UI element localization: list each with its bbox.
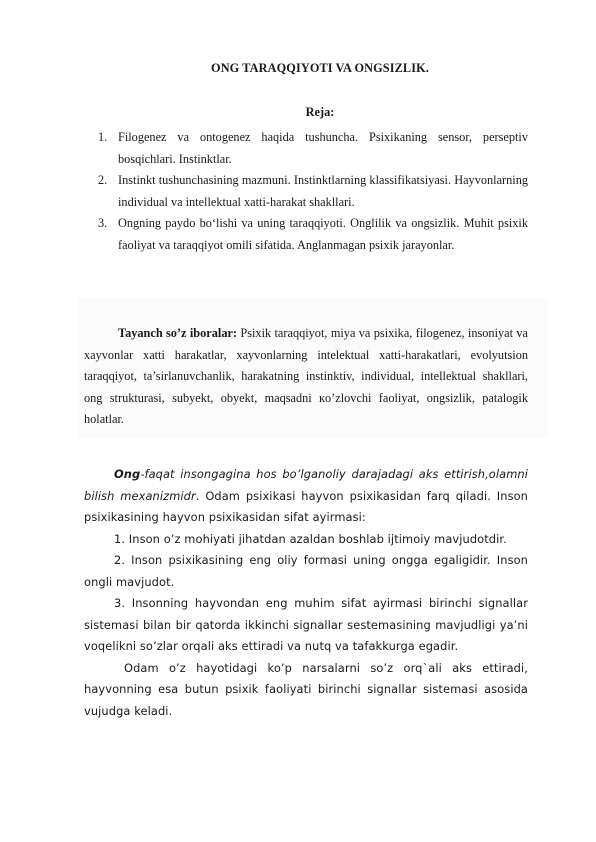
plan-item-number: 3. — [98, 216, 108, 230]
plan-heading: Reja: — [305, 105, 335, 119]
definition-rest: . Odam psixikasi hayvon psixikasidan farq qiladi. Inson psixikasining hayvon psixikasidan sifat ayirmasi: — [84, 488, 528, 524]
plan-item-text: Instinkt tushunchasining mazmuni. Instinktlarning klassifikatsiyasi. Hayvonlarning individual va intellektual xatti-harakat shakllari. — [118, 173, 528, 209]
definition-paragraph — [84, 464, 528, 529]
plan-item — [98, 127, 528, 170]
closing-paragraph: Odam o’z hayotidagi ko’p narsalarni so’z orq`ali aks ettiradi, hayvonning esa butun psixik faoliyati birinchi signallar sistemasi asosida vujudga keladi. — [84, 660, 528, 718]
key-terms-text: Psixik taraqqiyot, miya va psixika, filogenez, insoniyat va xayvonlar xatti harakatlar, xayvonlarning intelektual xatti-harakatlari, evolyutsion taraqqiyot, ta’sirlanuvchanlik, harakatning instinktiv, individual, intellektual shakllari, ong strukturasi, subyekt, obyekt, maqsadni кo’zlovchi faoliyat, ongsizlik, patalogik holatlar. — [84, 326, 528, 426]
definition-italic: -faqat insongagina hos bo’lganoliy darajadagi aks ettirish,olamni bilish mexanizmidr — [84, 467, 528, 503]
point-paragraph: 2. Inson psixikasining eng oliy formasi uning ongga egaligidir. Inson ongli mavjudot. — [84, 553, 528, 589]
plan-item — [98, 213, 528, 256]
plan-item — [98, 170, 528, 213]
point-paragraph: 1. Inson o’z mohiyati jihatdan azaldan boshlab ijtimoiy mavjudotdir. — [114, 531, 507, 546]
plan-item-number: 2. — [98, 173, 108, 187]
key-terms-paragraph — [84, 323, 528, 431]
plan-item-text: Ongning paydo bo‘lishi va uning taraqqiyoti. Onglilik va ongsizlik. Muhit psixik faoliyat va taraqqiyot omili sifatida. Anglanmagan psixik jarayonlar. — [118, 216, 528, 252]
plan-item-text: Filogenez va ontogenez haqida tushuncha. Psixikaning sensor, perseptiv bosqichlari. Instinktlar. — [118, 130, 528, 166]
document-title: ONG TARAQQIYOTI VA ONGSIZLIK. — [211, 61, 429, 75]
plan-list — [98, 127, 528, 256]
definition-term: Ong — [114, 467, 141, 481]
plan-item-number: 1. — [98, 130, 108, 144]
key-terms-label: Tayanch so’z iboralar: — [118, 326, 238, 340]
main-text — [84, 464, 528, 722]
point-paragraph: 3. Insonning hayvondan eng muhim sifat ayirmasi birinchi signallar sistemasi bilan bir qatorda ikkinchi signallar sestemasining mavjudligi ya’ni voqelikni so’zlar orqali aks ettiradi va nutq va tafakkurga egadir. — [84, 596, 528, 653]
